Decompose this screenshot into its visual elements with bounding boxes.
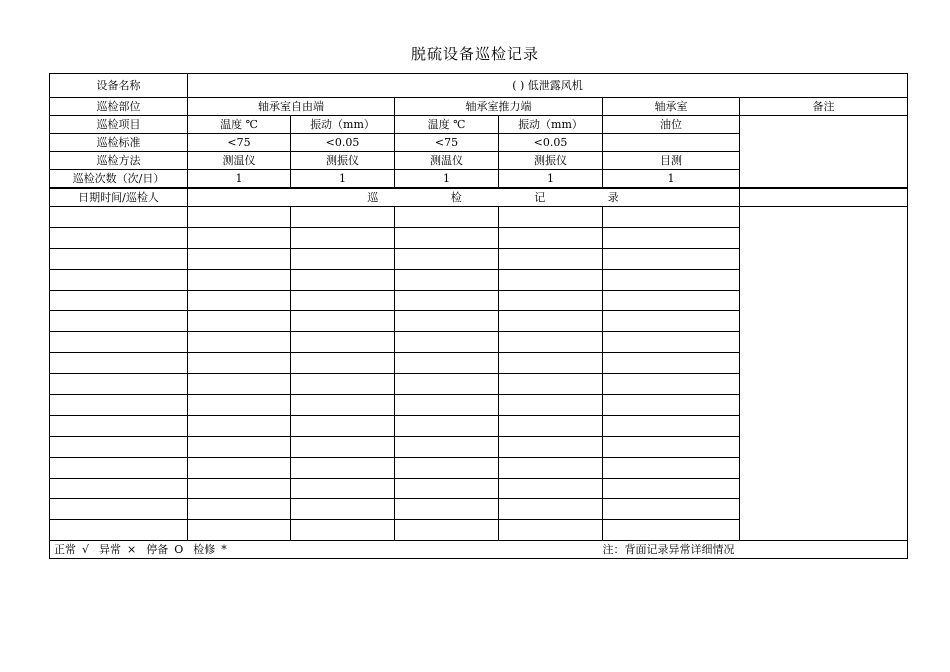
record-cell[interactable] — [395, 353, 499, 374]
record-cell[interactable] — [395, 227, 499, 248]
record-cell[interactable] — [395, 436, 499, 457]
record-header-title — [188, 188, 740, 207]
record-cell[interactable] — [188, 395, 291, 416]
record-cell[interactable] — [291, 227, 395, 248]
record-cell[interactable] — [291, 415, 395, 436]
parts-row — [50, 98, 908, 116]
legend-row — [50, 541, 908, 559]
record-cell[interactable] — [291, 436, 395, 457]
record-cell[interactable] — [188, 374, 291, 395]
record-datetime-cell[interactable] — [50, 478, 188, 499]
record-cell[interactable] — [395, 374, 499, 395]
part-bearing-chamber: 轴承室 — [603, 98, 740, 116]
record-cell[interactable] — [291, 499, 395, 520]
record-cell[interactable] — [291, 248, 395, 269]
legend-normal-label: 正常 — [54, 543, 76, 557]
remark-header: 备注 — [740, 98, 908, 116]
remark-gap-cell — [740, 188, 908, 207]
record-cell[interactable] — [603, 207, 740, 228]
record-cell[interactable] — [291, 332, 395, 353]
device-row — [50, 74, 908, 98]
record-cell[interactable] — [603, 227, 740, 248]
count-label: 巡检次数（次/日） — [50, 170, 188, 189]
record-cell[interactable] — [499, 374, 603, 395]
record-cell[interactable] — [188, 436, 291, 457]
item-cell: 振动（mm） — [291, 116, 395, 134]
record-cell[interactable] — [188, 332, 291, 353]
record-cell[interactable] — [188, 415, 291, 436]
legend-standby-label: 停备 — [146, 543, 169, 557]
record-cell[interactable] — [499, 520, 603, 541]
record-cell[interactable] — [603, 415, 740, 436]
record-datetime-cell[interactable] — [50, 227, 188, 248]
record-datetime-cell[interactable] — [50, 207, 188, 228]
cross-icon: × — [127, 543, 137, 557]
record-datetime-cell[interactable] — [50, 374, 188, 395]
record-cell[interactable] — [395, 499, 499, 520]
standard-label: 巡检标准 — [50, 134, 188, 152]
page-title: 脱硫设备巡检记录 — [410, 45, 539, 63]
record-cell[interactable] — [603, 248, 740, 269]
record-datetime-cell[interactable] — [50, 499, 188, 520]
record-cell[interactable] — [603, 395, 740, 416]
part-free-end: 轴承室自由端 — [188, 98, 395, 116]
record-cell[interactable] — [603, 457, 740, 478]
asterisk-icon: * — [221, 543, 227, 557]
remark-top-cell[interactable] — [740, 116, 908, 189]
method-cell: 目测 — [603, 152, 740, 170]
record-cell[interactable] — [188, 520, 291, 541]
items-row — [50, 116, 908, 134]
record-datetime-label: 日期时间/巡检人 — [50, 188, 188, 207]
record-cell[interactable] — [395, 332, 499, 353]
method-cell: 测振仪 — [291, 152, 395, 170]
record-cell[interactable] — [499, 478, 603, 499]
record-datetime-cell[interactable] — [50, 436, 188, 457]
record-cell[interactable] — [499, 499, 603, 520]
record-cell[interactable] — [395, 415, 499, 436]
part-thrust-end: 轴承室推力端 — [395, 98, 603, 116]
record-cell[interactable] — [603, 332, 740, 353]
record-cell[interactable] — [603, 436, 740, 457]
record-cell[interactable] — [188, 248, 291, 269]
record-cell[interactable] — [499, 415, 603, 436]
record-cell[interactable] — [499, 457, 603, 478]
record-cell[interactable] — [603, 374, 740, 395]
legend-repair-label: 检修 — [193, 543, 216, 557]
record-cell[interactable] — [603, 499, 740, 520]
record-cell[interactable] — [499, 395, 603, 416]
record-cell[interactable] — [395, 269, 499, 290]
standard-cell: <0.05 — [291, 134, 395, 152]
record-cell[interactable] — [603, 478, 740, 499]
record-cell[interactable] — [499, 353, 603, 374]
status-legend — [50, 541, 603, 559]
device-label: 设备名称 — [50, 74, 188, 98]
record-datetime-cell[interactable] — [50, 353, 188, 374]
record-cell[interactable] — [499, 290, 603, 311]
record-cell[interactable] — [499, 332, 603, 353]
record-cell[interactable] — [291, 520, 395, 541]
record-datetime-cell[interactable] — [50, 395, 188, 416]
record-cell[interactable] — [188, 353, 291, 374]
record-cell[interactable] — [291, 207, 395, 228]
record-datetime-cell[interactable] — [50, 457, 188, 478]
record-cell[interactable] — [603, 311, 740, 332]
record-cell[interactable] — [499, 207, 603, 228]
record-datetime-cell[interactable] — [50, 520, 188, 541]
legend-abnormal-label: 异常 — [99, 543, 122, 557]
record-cell[interactable] — [603, 520, 740, 541]
record-datetime-cell[interactable] — [50, 311, 188, 332]
record-cell[interactable] — [291, 478, 395, 499]
record-row — [50, 207, 908, 228]
record-cell[interactable] — [499, 311, 603, 332]
record-cell[interactable] — [188, 478, 291, 499]
record-cell[interactable] — [291, 311, 395, 332]
record-cell[interactable] — [499, 436, 603, 457]
count-cell: 1 — [291, 170, 395, 189]
item-cell: 温度 ℃ — [395, 116, 499, 134]
count-cell: 1 — [603, 170, 740, 189]
record-cell[interactable] — [188, 207, 291, 228]
record-cell[interactable] — [395, 248, 499, 269]
record-cell[interactable] — [188, 269, 291, 290]
parts-label: 巡检部位 — [50, 98, 188, 116]
standard-cell: <0.05 — [499, 134, 603, 152]
standard-cell: <75 — [188, 134, 291, 152]
record-cell[interactable] — [291, 457, 395, 478]
record-cell[interactable] — [499, 269, 603, 290]
record-cell[interactable] — [188, 499, 291, 520]
record-cell[interactable] — [188, 457, 291, 478]
record-char: 记 — [534, 191, 546, 204]
count-cell: 1 — [188, 170, 291, 189]
record-cell[interactable] — [603, 290, 740, 311]
record-cell[interactable] — [291, 353, 395, 374]
record-cell[interactable] — [395, 520, 499, 541]
method-cell: 测温仪 — [395, 152, 499, 170]
record-cell[interactable] — [499, 227, 603, 248]
record-datetime-cell[interactable] — [50, 269, 188, 290]
record-cell[interactable] — [291, 269, 395, 290]
record-datetime-cell[interactable] — [50, 415, 188, 436]
record-datetime-cell[interactable] — [50, 248, 188, 269]
record-cell[interactable] — [395, 290, 499, 311]
record-datetime-cell[interactable] — [50, 332, 188, 353]
record-cell[interactable] — [291, 395, 395, 416]
method-cell: 测温仪 — [188, 152, 291, 170]
record-cell[interactable] — [395, 395, 499, 416]
remark-notes-cell[interactable] — [740, 207, 908, 541]
record-cell[interactable] — [188, 311, 291, 332]
record-header-row — [50, 188, 908, 207]
standard-cell — [603, 134, 740, 152]
count-cell: 1 — [395, 170, 499, 189]
record-char: 检 — [450, 191, 462, 204]
record-cell[interactable] — [395, 311, 499, 332]
item-cell: 油位 — [603, 116, 740, 134]
record-cell[interactable] — [603, 269, 740, 290]
record-cell[interactable] — [188, 290, 291, 311]
record-cell[interactable] — [395, 457, 499, 478]
circle-icon: O — [174, 543, 184, 557]
method-label: 巡检方法 — [50, 152, 188, 170]
footnote: 注：背面记录异常详细情况 — [603, 541, 908, 559]
device-value: ( ) 低泄露风机 — [188, 74, 908, 98]
items-label: 巡检项目 — [50, 116, 188, 134]
item-cell: 温度 ℃ — [188, 116, 291, 134]
inspection-form-table — [49, 73, 908, 559]
method-cell: 测振仪 — [499, 152, 603, 170]
record-cell[interactable] — [603, 353, 740, 374]
record-cell[interactable] — [395, 207, 499, 228]
record-char: 录 — [607, 191, 619, 204]
record-char: 巡 — [367, 191, 379, 204]
count-cell: 1 — [499, 170, 603, 189]
check-icon: √ — [82, 543, 90, 557]
record-cell[interactable] — [395, 478, 499, 499]
record-cell[interactable] — [291, 374, 395, 395]
record-cell[interactable] — [188, 227, 291, 248]
standard-cell: <75 — [395, 134, 499, 152]
record-cell[interactable] — [291, 290, 395, 311]
record-datetime-cell[interactable] — [50, 290, 188, 311]
item-cell: 振动（mm） — [499, 116, 603, 134]
record-cell[interactable] — [499, 248, 603, 269]
